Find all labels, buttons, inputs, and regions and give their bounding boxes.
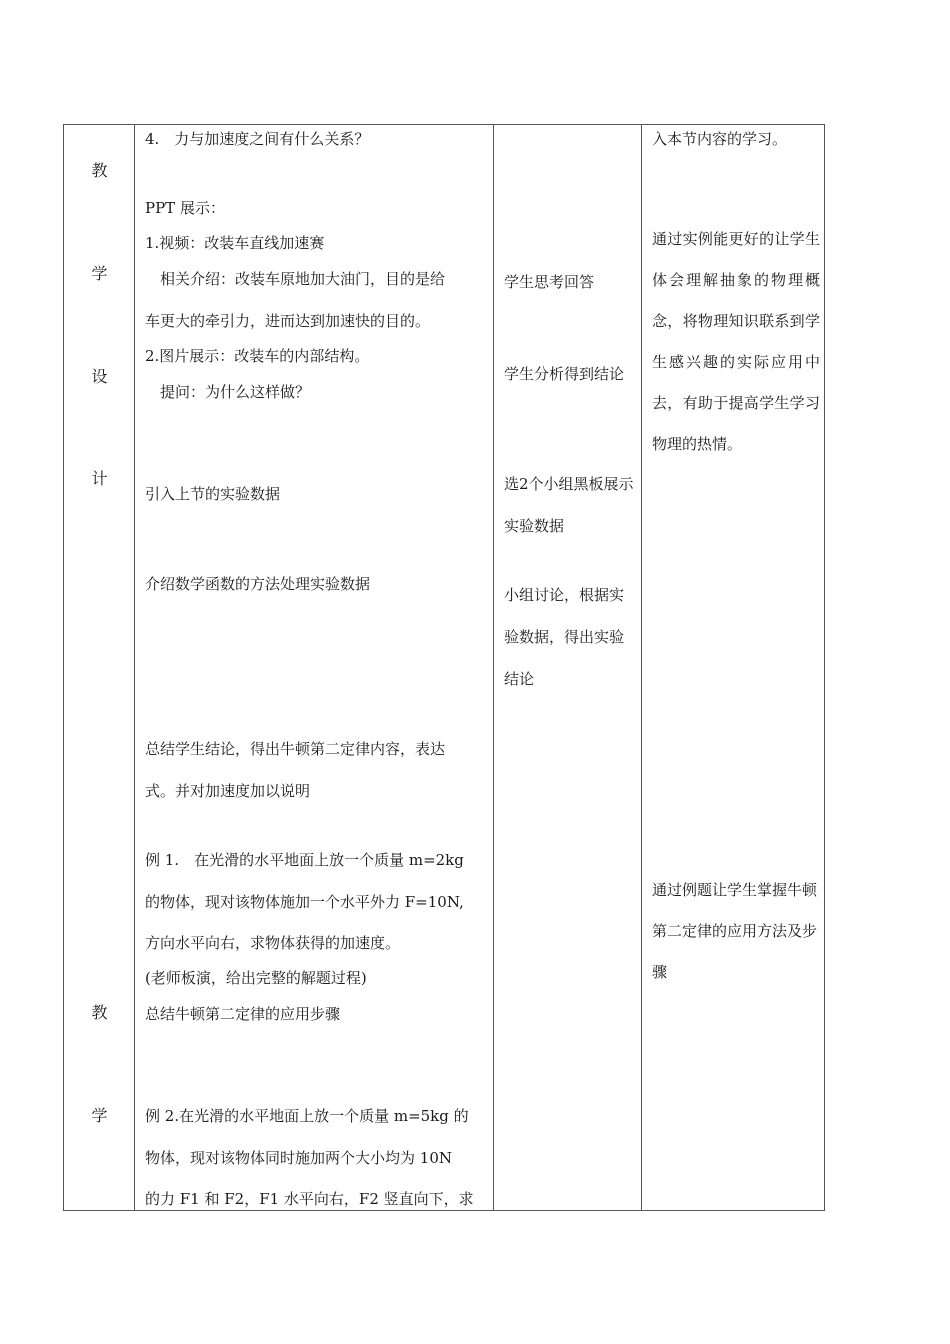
teacher-line: 相关介绍：改装车原地加大油门，目的是给 [145, 270, 446, 288]
section-label-column [64, 125, 135, 1210]
teacher-line: 的力 F1 和 F2，F1 水平向右，F2 竖直向下，求 [145, 1190, 474, 1208]
teacher-line: 方向水平向右，求物体获得的加速度。 [145, 934, 401, 952]
teacher-line: 物体，现对该物体同时施加两个大小均为 10N [145, 1149, 452, 1167]
intent-line: 入本节内容的学习。 [652, 130, 788, 148]
teacher-line: 4. 力与加速度之间有什么关系？ [145, 130, 370, 148]
student-activity: 学生分析得到结论 [504, 365, 625, 383]
teacher-line: 1.视频：改装车直线加速赛 [145, 234, 325, 252]
teacher-line: 介绍数学函数的方法处理实验数据 [145, 575, 371, 593]
teacher-activity-column [135, 125, 494, 1210]
student-activity: 小组讨论，根据实验数据，得出实验结论 [504, 586, 625, 688]
label-char: 教 [91, 1003, 108, 1022]
teacher-line: 式。并对加速度加以说明 [145, 782, 311, 800]
teacher-line: 总结牛顿第二定律的应用步骤 [145, 1005, 341, 1023]
teacher-line: 提问：为什么这样做？ [145, 383, 311, 401]
teacher-line: 引入上节的实验数据 [145, 485, 281, 503]
teacher-line: 总结学生结论，得出牛顿第二定律内容，表达 [145, 740, 446, 758]
teacher-line: PPT 展示： [145, 199, 225, 217]
lesson-plan-table [63, 124, 825, 1211]
teacher-line: 2.图片展示：改装车的内部结构。 [145, 347, 370, 365]
student-activity-column [494, 125, 642, 1210]
label-char: 学 [91, 264, 108, 283]
teacher-line: 例 1. 在光滑的水平地面上放一个质量 m=2kg [145, 851, 464, 869]
teacher-line: (老师板演，给出完整的解题过程) [145, 969, 367, 987]
label-char: 学 [91, 1106, 108, 1125]
intent-paragraph: 通过例题让学生掌握牛顿第二定律的应用方法及步骤 [652, 881, 818, 981]
teacher-line: 的物体，现对该物体施加一个水平外力 F=10N, [145, 893, 464, 911]
intent-paragraph: 通过实例能更好的让学生体会理解抽象的物理概念，将物理知识联系到学生感兴趣的实际应用中去，有助于提高学生学习物理的热情。 [652, 230, 820, 453]
design-intent-column [642, 125, 825, 1210]
label-char: 设 [91, 367, 108, 386]
teacher-line: 例 2.在光滑的水平地面上放一个质量 m=5kg 的 [145, 1107, 469, 1125]
label-char: 教 [91, 161, 108, 180]
student-activity: 选2个小组黑板展示实验数据 [504, 475, 634, 535]
label-char: 计 [91, 469, 108, 488]
student-activity: 学生思考回答 [504, 273, 595, 291]
teacher-line: 车更大的牵引力，进而达到加速快的目的。 [145, 312, 431, 330]
